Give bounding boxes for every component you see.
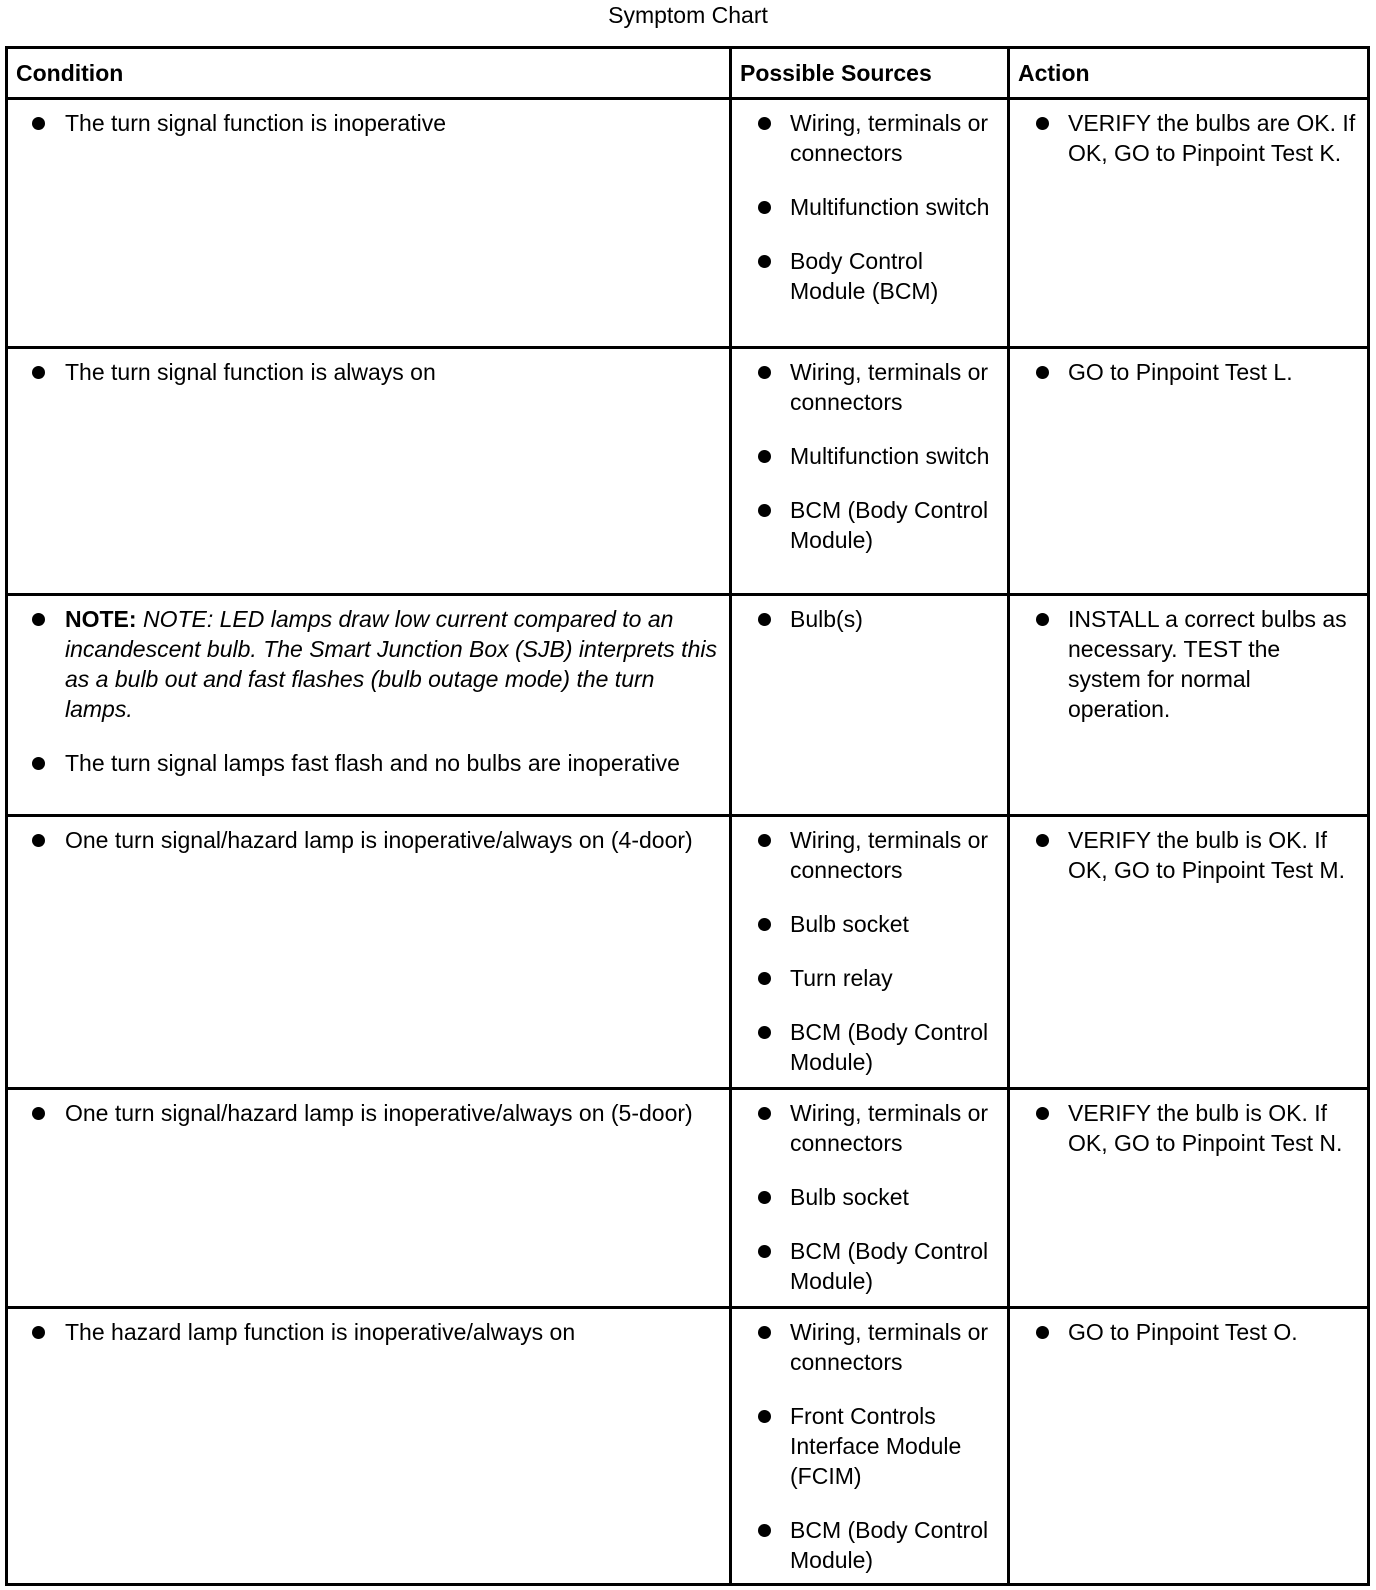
sources-cell: [731, 1308, 1009, 1585]
condition-item: One turn signal/hazard lamp is inoperative/always on (5-door): [8, 1098, 721, 1128]
note-text: NOTE: LED lamps draw low current compared to an incandescent bulb. The Smart Junction Box (SJB) interprets this as a bulb out and fast flashes (bulb outage mode) the turn lamps.: [65, 606, 717, 722]
source-item: Wiring, terminals or connectors: [732, 108, 999, 168]
sources-cell: [731, 99, 1009, 348]
action-cell: [1009, 1308, 1369, 1585]
condition-cell: [7, 348, 731, 595]
source-item: Wiring, terminals or connectors: [732, 357, 999, 417]
source-item: Turn relay: [732, 963, 999, 993]
condition-item: The turn signal lamps fast flash and no bulbs are inoperative: [8, 748, 721, 778]
table-row: [7, 99, 1369, 348]
action-cell: [1009, 1089, 1369, 1308]
action-cell: [1009, 99, 1369, 348]
sources-cell: [731, 1089, 1009, 1308]
source-item: Front Controls Interface Module (FCIM): [732, 1401, 999, 1491]
action-cell: [1009, 816, 1369, 1089]
symptom-chart-table: [5, 46, 1370, 1586]
source-item: Wiring, terminals or connectors: [732, 1098, 999, 1158]
source-item: Multifunction switch: [732, 441, 999, 471]
action-item: GO to Pinpoint Test O.: [1010, 1317, 1359, 1347]
page-title: Symptom Chart: [608, 2, 768, 28]
action-item: GO to Pinpoint Test L.: [1010, 357, 1359, 387]
header-row: [7, 48, 1369, 99]
condition-cell: [7, 1089, 731, 1308]
source-item: Bulb(s): [732, 604, 999, 634]
condition-item: The turn signal function is inoperative: [8, 108, 721, 138]
sources-cell: [731, 595, 1009, 816]
source-item: Multifunction switch: [732, 192, 999, 222]
source-item: BCM (Body Control Module): [732, 495, 999, 555]
condition-cell: [7, 1308, 731, 1585]
action-item: VERIFY the bulb is OK. If OK, GO to Pinpoint Test N.: [1010, 1098, 1359, 1158]
action-item: VERIFY the bulb is OK. If OK, GO to Pinpoint Test M.: [1010, 825, 1359, 885]
note-item: [8, 604, 721, 724]
table-row: [7, 1089, 1369, 1308]
table-row: [7, 595, 1369, 816]
source-item: Bulb socket: [732, 1182, 999, 1212]
sources-cell: [731, 816, 1009, 1089]
action-cell: [1009, 348, 1369, 595]
condition-item: The turn signal function is always on: [8, 357, 721, 387]
condition-item: One turn signal/hazard lamp is inoperative/always on (4-door): [8, 825, 721, 855]
action-item: INSTALL a correct bulbs as necessary. TEST the system for normal operation.: [1010, 604, 1359, 724]
condition-cell: [7, 595, 731, 816]
source-item: Wiring, terminals or connectors: [732, 825, 999, 885]
source-item: Wiring, terminals or connectors: [732, 1317, 999, 1377]
source-item: BCM (Body Control Module): [732, 1515, 999, 1575]
condition-cell: [7, 816, 731, 1089]
header-condition: Condition: [7, 48, 731, 99]
header-action: Action: [1009, 48, 1369, 99]
source-item: Body Control Module (BCM): [732, 246, 999, 306]
table-row: [7, 1308, 1369, 1585]
condition-item: The hazard lamp function is inoperative/always on: [8, 1317, 721, 1347]
note-label: NOTE:: [65, 606, 137, 632]
sources-cell: [731, 348, 1009, 595]
table-row: [7, 816, 1369, 1089]
action-cell: [1009, 595, 1369, 816]
action-item: VERIFY the bulbs are OK. If OK, GO to Pinpoint Test K.: [1010, 108, 1359, 168]
source-item: BCM (Body Control Module): [732, 1236, 999, 1296]
header-possible-sources: Possible Sources: [731, 48, 1009, 99]
source-item: Bulb socket: [732, 909, 999, 939]
condition-cell: [7, 99, 731, 348]
table-row: [7, 348, 1369, 595]
source-item: BCM (Body Control Module): [732, 1017, 999, 1077]
